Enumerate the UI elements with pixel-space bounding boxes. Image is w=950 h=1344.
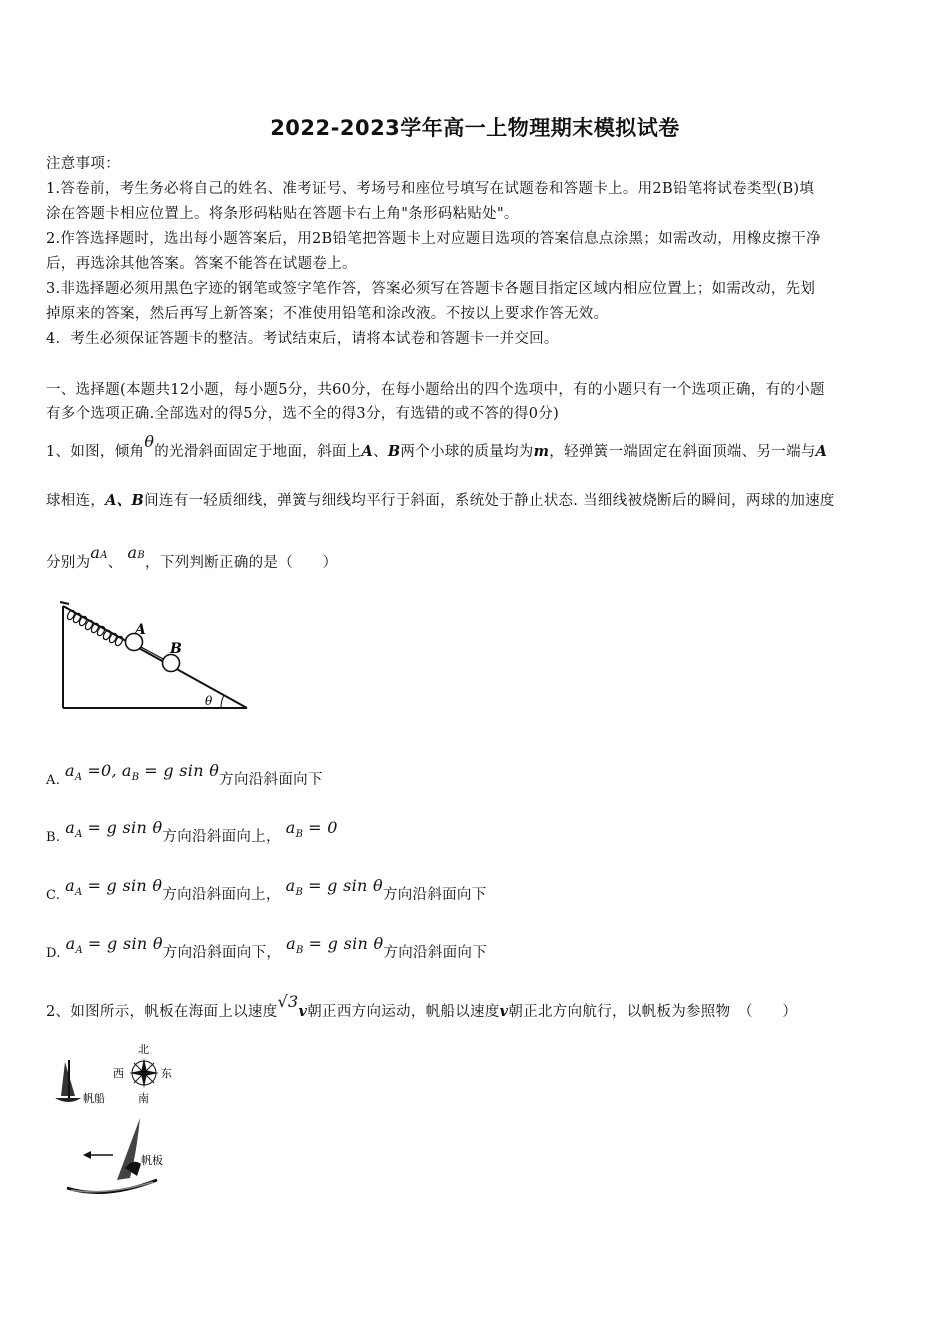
q2-line: 2、如图所示，帆板在海面上以速度√3v朝正西方向运动，帆船以速度v朝正北方向航行，以帆板为参照物 （ ） <box>46 992 798 1020</box>
notice-heading: 注意事项： <box>46 156 120 172</box>
sailboat-label: 帆船 <box>83 1092 105 1105</box>
q1-line3: 分别为$a^A$、 $a^B$，下列判断正确的是（ ） <box>46 543 338 571</box>
arrow-west-icon <box>83 1151 113 1159</box>
south-label: 南 <box>138 1092 149 1105</box>
label-theta: θ <box>205 694 213 708</box>
notice-line: 2.作答选择题时，选出每小题答案后，用2B铅笔把答题卡上对应题目选项的答案信息点涂黑；如需改动，用橡皮擦干净 <box>46 231 821 247</box>
east-label: 东 <box>161 1067 172 1080</box>
sailboat-icon <box>55 1060 81 1102</box>
option-b: B. $a_A = g$ sin θ方向沿斜面向上， $a_B = 0$ <box>46 818 338 845</box>
section-heading: 一、选择题(本题共12小题，每小题5分，共60分，在每小题给出的四个选项中，有的小题只有一个选项正确，有的小题 <box>46 382 825 398</box>
notice-line: 后，再选涂其他答案。答案不能答在试题卷上。 <box>46 256 357 272</box>
label-ball-a: A <box>135 622 146 638</box>
north-label: 北 <box>138 1043 149 1056</box>
page-title: 2022-2023学年高一上物理期末模拟试卷 <box>270 116 680 140</box>
q1-line2: 球相连，A、B间连有一轻质细线，弹簧与细线均平行于斜面，系统处于静止状态. 当细线被烧断后的瞬间，两球的加速度 <box>46 492 835 509</box>
option-d: D. $a_A = g$ sin θ方向沿斜面向下， $a_B = g$ sin θ方向沿斜面向下 <box>46 934 488 961</box>
notice-line: 掉原来的答案，然后再写上新答案；不准使用铅笔和涂改液。不按以上要求作答无效。 <box>46 306 609 322</box>
sailing-figure <box>45 1040 185 1200</box>
windsurfer-label: 帆板 <box>141 1154 163 1167</box>
section-heading-cont: 有多个选项正确.全部选对的得5分，选不全的得3分，有选错的或不答的得0分) <box>46 406 560 422</box>
option-c: C. $a_A = g$ sin θ方向沿斜面向上， $a_B = g$ sin θ方向沿斜面向下 <box>46 876 487 903</box>
notice-line: 涂在答题卡相应位置上。将条形码粘贴在答题卡右上角"条形码粘贴处"。 <box>46 206 519 222</box>
q1-line1: 1、如图，倾角θ的光滑斜面固定于地面，斜面上A、B两个小球的质量均为m，轻弹簧一端固定在斜面顶端、另一端与A <box>46 432 828 460</box>
notice-line: 3.非选择题必须用黑色字迹的钢笔或签字笔作答，答案必须写在答题卡各题目指定区域内相应位置上；如需改动，先划 <box>46 281 816 297</box>
notice-line: 1.答卷前，考生务必将自己的姓名、准考证号、考场号和座位号填写在试题卷和答题卡上。用2B铅笔将试卷类型(B)填 <box>46 181 815 197</box>
option-a: A. $a_A =0$, $a_B = g$ sin θ方向沿斜面向下 <box>46 761 323 788</box>
west-label: 西 <box>113 1067 124 1080</box>
compass-icon <box>129 1058 159 1088</box>
label-ball-b: B <box>170 641 182 657</box>
incline-figure <box>55 598 255 714</box>
notice-line: 4．考生必须保证答题卡的整洁。考试结束后，请将本试卷和答题卡一并交回。 <box>46 331 559 347</box>
